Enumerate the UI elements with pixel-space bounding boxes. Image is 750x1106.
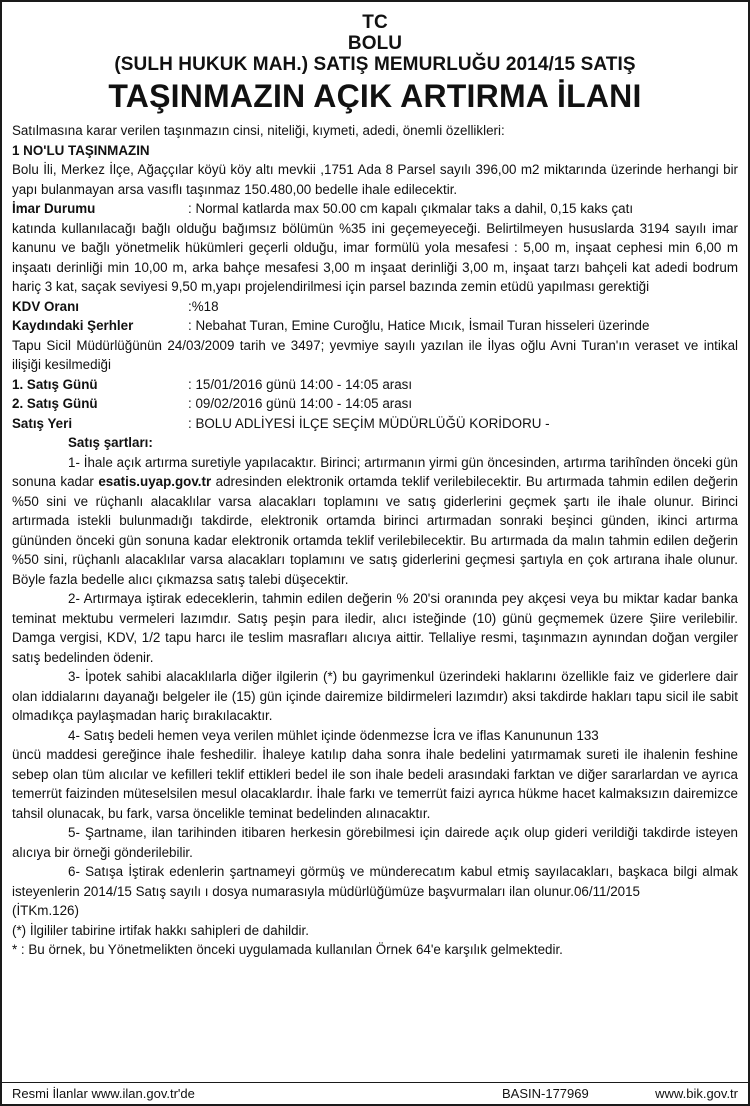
- sale-place-row: [12, 414, 738, 434]
- itkm-reference: (İTKm.126): [12, 903, 79, 918]
- conditions-title: Satış şartları:: [68, 435, 153, 450]
- footnote-related: (*) İlgililer tabirine irtifak hakkı sahipleri de dahildir.: [12, 922, 309, 938]
- intro-text: Satılmasına karar verilen taşınmazın cinsi, niteliği, kıymeti, adedi, önemli özellikleri:: [12, 123, 505, 138]
- announcement-body: [12, 121, 738, 960]
- imar-label: İmar Durumu: [12, 201, 96, 216]
- condition-2: 2- Artırmaya iştirak edeceklerin, tahmin edilen değerin % 20'si oranında pey akçesi veya bu miktar kadar banka teminat mektubu vermeleri lazımdır. Satış peşin para iledir, alıcı isteğinde (10) günü geçmemek üzere Şiire verilebilir. Damga vergisi, KDV, 1/2 tapu harcı ile teslim masrafları alıcıya aittir. Tellaliye resmi, taşınmazın aynından doğan vergiler satış bedelinden ödenir.: [12, 591, 738, 665]
- sale-date-2-value: : 09/02/2016 günü 14:00 - 14:05 arası: [188, 396, 413, 411]
- sale-date-2-row: [12, 394, 738, 414]
- footer-press-code: BASIN-177969: [502, 1086, 589, 1101]
- header-line-city: BOLU: [347, 33, 403, 54]
- header-line-office: (SULH HUKUK MAH.) SATIŞ MEMURLUĞU 2014/15 SATIŞ: [114, 54, 636, 75]
- footer-bik-link[interactable]: www.bik.gov.tr: [655, 1086, 738, 1101]
- imar-value: katında kullanılacağı bağlı olduğu bağımsız bölümün %35 ini geçemeyeceği. Belirtilmeyen hususlarda 3194 sayılı imar kanunu ve bağlı yönetmelik hükümleri geçerli olduğu, imar formülü yola mesafesi : 5,00 m, inşaat cephesi min 6,00 m inşaatı derinliği min 10,00 m, arka bahçe mesafesi 3,00 m inşaat derinliği 3,00 m, inşaat tarzı bahçeli kat adedi bodrum hariç 3 kat, saçak seviyesi 9,50 m,yapı projelendirilmesi için parsel bazında zemin etüdü yapılması gerektiği: [12, 220, 738, 294]
- property-heading: 1 NO'LU TAŞINMAZIN: [12, 142, 150, 158]
- sale-date-2-label: 2. Satış Günü: [12, 396, 98, 411]
- kayit-value-first: : Nebahat Turan, Emine Curoğlu, Hatice Mıcık, İsmail Turan hisseleri üzerinde: [188, 318, 650, 333]
- condition-1-post: adresinden elektronik ortamda teklif verilebilecektir. Bu artırmada tahmin edilen değerin %50 sini ve rüçhanlı alacaklılar varsa alacakları toplamını ve satış giderlerini geçmek şartı ile ihale olunur. Birinci artırmada istekli bulunmadığı takdirde, elektronik ortamda birinci artırmadan sonraki beşinci günden, ikinci artırma gününden önceki gün sonuna kadar elektronik ortamda teklif verilebilecektir. Bu artırmada da malın tahmin edilen değerin %50 sini, rüçhanlı alacaklılar varsa alacakları toplamını ve satış giderlerini geçmesi şartıyla en çok artırana ihale olunur. Böyle fazla bedelle alıcı çıkmazsa satış talebi düşecektir.: [12, 474, 738, 587]
- property-description: Bolu İli, Merkez İlçe, Ağaççılar köyü köy altı mevkii ,1751 Ada 8 Parsel sayılı 396,00 m2 miktarında üzerinde herhangi bir yapı bulanmayan arsa vasıflı taşınmaz 150.480,00 bedelle ihale edilecektir.: [12, 162, 738, 197]
- sale-date-1-value: : 15/01/2016 günü 14:00 - 14:05 arası: [188, 376, 413, 392]
- imar-row: [12, 199, 738, 219]
- header-line-tc: TC: [362, 12, 388, 33]
- condition-4-rest: üncü maddesi gereğince ihale feshedilir. İhaleye katılıp daha sonra ihale bedelini yatırmamak sureti ile ihalenin feshine sebep olan tüm alıcılar ve kefilleri teklif ettikleri bedel ile son ihale bedeli arasındaki farktan ve diğer sararlardan ve ayrıca temerrüt faizinden müteselsilen mesul olacaklardır. İhale farkı ve temerrüt faizi ayrıca hükme hacet kalmaksızın dairemizce tahsil olunacak, bu fark, varsa öncelikle teminat bedelinden alınacaktır.: [12, 747, 738, 821]
- condition-1: [12, 453, 738, 590]
- kdv-row: [12, 297, 738, 317]
- kayit-label: Kaydındaki Şerhler: [12, 318, 134, 333]
- condition-6: 6- Satışa İştirak edenlerin şartnameyi görmüş ve münderecatım kabul etmiş sayılacakları, başkaca bilgi almak isteyenlerin 2014/15 Satış sayılı ı dosya numarasıyla müdürlüğümüze başvurmaları ilan olunur.06/11/2015: [12, 864, 738, 899]
- sale-place-label: Satış Yeri: [12, 415, 73, 431]
- esatis-link[interactable]: esatis.uyap.gov.tr: [98, 474, 212, 489]
- kayit-value: Tapu Sicil Müdürlüğünün 24/03/2009 tarih ve 3497; yevmiye sayılı yazılan ile İlyas oğlu Avni Turan'ın veraset ve intikal ilişiği kesilmediği: [12, 337, 738, 372]
- condition-4-first: 4- Satış bedeli hemen veya verilen mühlet içinde ödenmezse İcra ve iflas Kanununun 133: [68, 727, 599, 743]
- footnote-example: * : Bu örnek, bu Yönetmelikten önceki uygulamada kullanılan Örnek 64'e karşılık gelmektedir.: [12, 942, 563, 957]
- condition-1-pre: 1- İhale açık artırma suretiyle yapılacaktır. Birinci; artırmanın yirmi gün öncesinden, artırma tarihînden önceki gün sonuna kadar: [12, 454, 738, 489]
- kayit-row: [12, 316, 738, 336]
- footer-ilan-link[interactable]: Resmi İlanlar www.ilan.gov.tr'de: [12, 1086, 195, 1101]
- imar-value-first: : Normal katlarda max 50.00 cm kapalı çıkmalar taks a dahil, 0,15 kaks çatı: [188, 201, 634, 216]
- condition-5: 5- Şartname, ilan tarihinden itibaren herkesin görebilmesi için dairede açık olup gideri verildiği takdirde isteyen alıcıya bir örneği gönderilebilir.: [12, 825, 738, 860]
- footer: [2, 1082, 748, 1104]
- kdv-label: KDV Oranı: [12, 298, 79, 314]
- sale-date-1-label: 1. Satış Günü: [12, 376, 98, 392]
- condition-3: 3- İpotek sahibi alacaklılarla diğer ilgilerin (*) bu gayrimenkul üzerindeki haklarını özellikle faiz ve giderlere dair olan iddialarını dayanağı belgeler ile (15) gün içinde dairemize bildirmeleri lazımdır) aksi takdirde hakları tapu sicil ile sabit olmadıkça paylaşmadan hariç bırakılacaktır.: [12, 669, 738, 723]
- page-title: TAŞINMAZIN AÇIK ARTIRMA İLANI: [108, 78, 642, 114]
- sale-place-value: : BOLU ADLİYESİ İLÇE SEÇİM MÜDÜRLÜĞÜ KORİDORU -: [188, 415, 550, 431]
- sale-date-1-row: [12, 375, 738, 395]
- kdv-value: :%18: [188, 298, 219, 314]
- header: [12, 12, 738, 115]
